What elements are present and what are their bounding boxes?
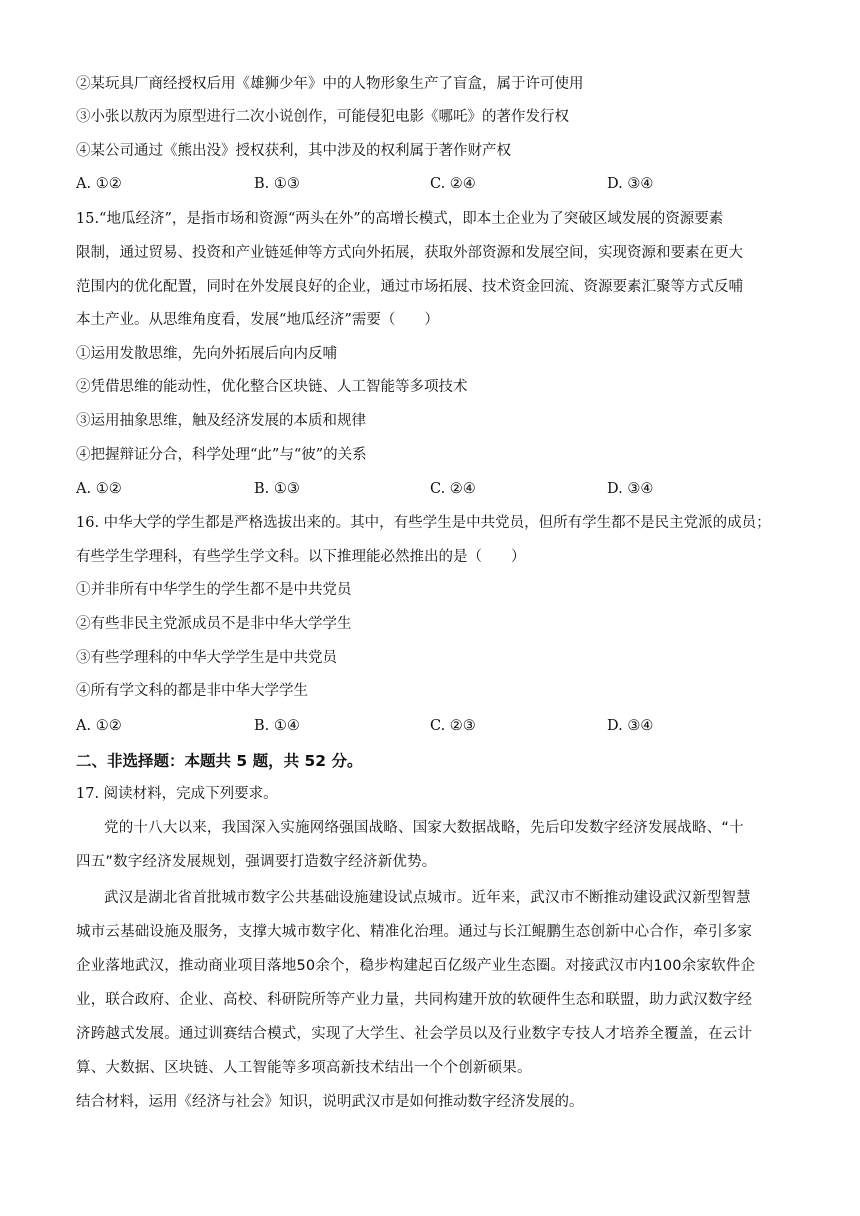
q16-item-4: ④所有学文科的都是非中华大学学生 [76,683,308,699]
q14-option-a: A. ①② [76,176,122,192]
q16-item-1: ①并非所有中华学生的学生都不是中共党员 [76,582,352,598]
q17-para2-line-1: 武汉是湖北省首批城市数字公共基础设施建设试点城市。近年来，武汉市不断推动建设武汉新型智慧 [104,890,751,906]
q14-item-4: ④某公司通过《熊出没》授权获利，其中涉及的权利属于著作财产权 [76,143,511,159]
q15-item-1: ①运用发散思维，先向外拓展后向内反哺 [76,346,337,362]
q15-option-a: A. ①② [76,481,122,497]
q14-option-d: D. ③④ [607,176,654,192]
q17-para1-line-2: 四五”数字经济发展规划，强调要打造数字经济新优势。 [76,854,437,870]
q15-stem-line-4: 本土产业。从思维角度看，发展“地瓜经济”需要（ ） [76,312,439,328]
q16-stem-line-1: 16. 中华大学的学生都是严格选拔出来的。其中，有些学生是中共党员，但所有学生都不是民主党派的成员； [76,515,771,531]
q17-para2-line-3: 企业落地武汉，推动商业项目落地50余个，稳步构建起百亿级产业生态圈。对接武汉市内100余家软件企 [76,958,756,974]
q17-para2-line-5: 济跨越式发展。通过训赛结合模式，实现了大学生、社会学员以及行业数字专技人才培养全覆盖，在云计 [76,1026,753,1042]
q17-para1-line-1: 党的十八大以来，我国深入实施网络强国战略、国家大数据战略，先后印发数字经济发展战略、“十 [104,820,744,836]
q16-option-a: A. ①② [76,718,122,734]
q14-option-c: C. ②④ [430,176,476,192]
q14-item-2: ②某玩具厂商经授权后用《雄狮少年》中的人物形象生产了盲盒，属于许可使用 [76,76,584,92]
q15-item-2: ②凭借思维的能动性，优化整合区块链、人工智能等多项技术 [76,379,468,395]
q14-option-b: B. ①③ [254,176,300,192]
section-heading: 二、非选择题：本题共 5 题，共 52 分。 [76,752,363,770]
q15-stem-line-2: 限制，通过贸易、投资和产业链延伸等方式向外拓展，获取外部资源和发展空间，实现资源和要素在更大 [76,245,743,261]
q14-item-3: ③小张以敖丙为原型进行二次小说创作，可能侵犯电影《哪吒》的著作发行权 [76,109,569,125]
q16-option-c: C. ②③ [430,718,476,734]
q15-option-d: D. ③④ [607,481,654,497]
q17-para2-line-6: 算、大数据、区块链、人工智能等多项高新技术结出一个个创新硕果。 [76,1060,532,1076]
q16-item-2: ②有些非民主党派成员不是非中华大学学生 [76,616,352,632]
q15-option-c: C. ②④ [430,481,476,497]
q15-stem-line-1: 15.“地瓜经济”，是指市场和资源“两头在外”的高增长模式，即本土企业为了突破区域发展的资源要素 [76,211,724,227]
q15-stem-line-3: 范围内的优化配置，同时在外发展良好的企业，通过市场拓展、技术资金回流、资源要素汇聚等方式反哺 [76,279,743,295]
q17-question: 结合材料，运用《经济与社会》知识，说明武汉市是如何推动数字经济发展的。 [76,1094,584,1110]
q16-item-3: ③有些学理科的中华大学学生是中共党员 [76,650,337,666]
q17-stem: 17. 阅读材料，完成下列要求。 [76,786,278,802]
q15-option-b: B. ①③ [254,481,300,497]
q17-para2-line-2: 城市云基础设施及服务，支撑大城市数字化、精准化治理。通过与长江鲲鹏生态创新中心合作，牵引多家 [76,924,753,940]
q17-para2-line-4: 业，联合政府、企业、高校、科研院所等产业力量，共同构建开放的软硬件生态和联盟，助力武汉数字经 [76,992,753,1008]
q15-item-3: ③运用抽象思维，触及经济发展的本质和规律 [76,413,366,429]
q16-stem-line-2: 有些学生学理科，有些学生学文科。以下推理能必然推出的是（ ） [76,549,526,565]
q16-option-d: D. ③④ [607,718,654,734]
q15-item-4: ④把握辩证分合，科学处理“此”与“彼”的关系 [76,447,367,463]
q16-option-b: B. ①④ [254,718,300,734]
